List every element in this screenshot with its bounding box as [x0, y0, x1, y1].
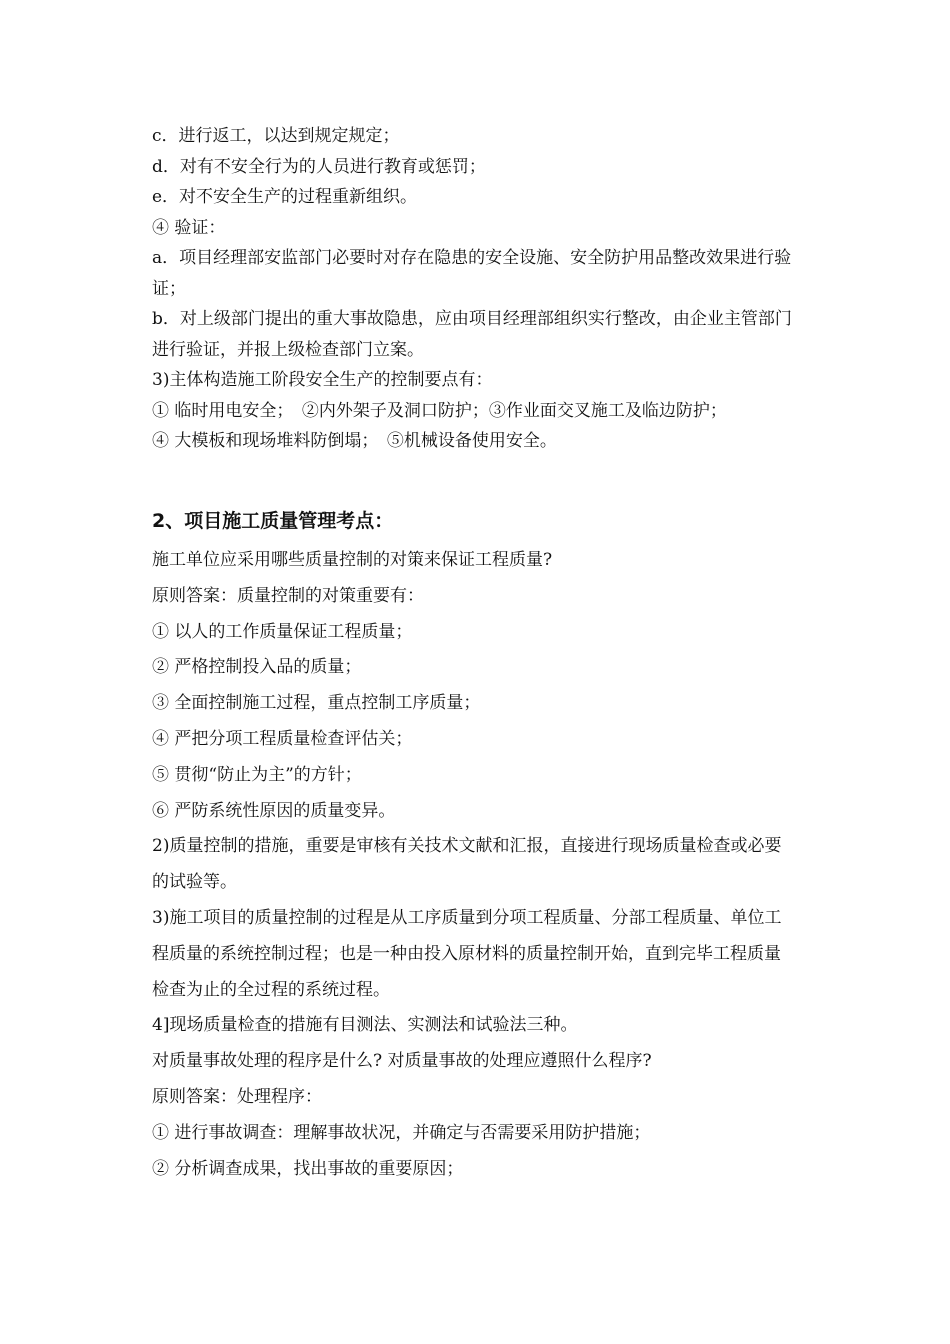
list-item: ② 分析调查成果，找出事故的重要原因； — [152, 1158, 464, 1179]
list-item: b．对上级部门提出的重大事故隐患，应由项目经理部组织实行整改，由企业主管部门进行验证，并报上级检查部门立案。 — [152, 309, 792, 360]
list-item: ⑤ 贯彻“防止为主”的方针； — [152, 764, 362, 785]
list-item: a．项目经理部安监部门必要时对存在隐患的安全设施、安全防护用品整改效果进行验证； — [152, 248, 792, 299]
question: 对质量事故处理的程序是什么? 对质量事故的处理应遵照什么程序? — [152, 1051, 652, 1072]
paragraph: 2)质量控制的措施，重要是审核有关技术文献和汇报，直接进行现场质量检查或必要的试验等。 — [152, 836, 782, 893]
answer-intro: 原则答案：质量控制的对策重要有： — [152, 585, 424, 606]
list-item: ① 临时用电安全； ②内外架子及洞口防护；③作业面交叉施工及临边防护； — [152, 400, 727, 421]
paragraph: 3)施工项目的质量控制的过程是从工序质量到分项工程质量、分部工程质量、单位工程质量的系统控制过程；也是一种由投入原材料的质量控制开始，直到完毕工程质量检查为止的全过程的系统过程。 — [152, 907, 782, 1000]
list-item: ② 严格控制投入品的质量； — [152, 657, 362, 678]
list-item: ① 进行事故调查：理解事故状况，并确定与否需要采用防护措施； — [152, 1122, 651, 1143]
section-quality-heading — [152, 507, 797, 535]
list-item: e．对不安全生产的过程重新组织。 — [152, 187, 418, 207]
subheading-verify: ④ 验证： — [152, 217, 226, 238]
list-item: ③ 全面控制施工过程，重点控制工序质量； — [152, 693, 481, 714]
list-item: d．对有不安全行为的人员进行教育或惩罚； — [152, 156, 486, 177]
list-item: ⑥ 严防系统性原因的质量变异。 — [152, 800, 396, 821]
list-item: ① 以人的工作质量保证工程质量； — [152, 621, 413, 642]
list-item: ④ 大模板和现场堆料防倒塌； ⑤机械设备使用安全。 — [152, 431, 557, 451]
list-item: ④ 严把分项工程质量检查评估关； — [152, 728, 413, 749]
paragraph: 3)主体构造施工阶段安全生产的控制要点有： — [152, 370, 493, 390]
question: 施工单位应采用哪些质量控制的对策来保证工程质量? — [152, 550, 553, 570]
section-heading: 2、项目施工质量管理考点： — [152, 510, 394, 532]
section-quality-management — [152, 543, 797, 1187]
answer-intro: 原则答案：处理程序： — [152, 1086, 322, 1107]
list-item: c．进行返工，以达到规定规定； — [152, 126, 400, 146]
paragraph: 4]现场质量检查的措施有目测法、实测法和试验法三种。 — [152, 1015, 578, 1036]
section-safety-control — [152, 121, 797, 457]
